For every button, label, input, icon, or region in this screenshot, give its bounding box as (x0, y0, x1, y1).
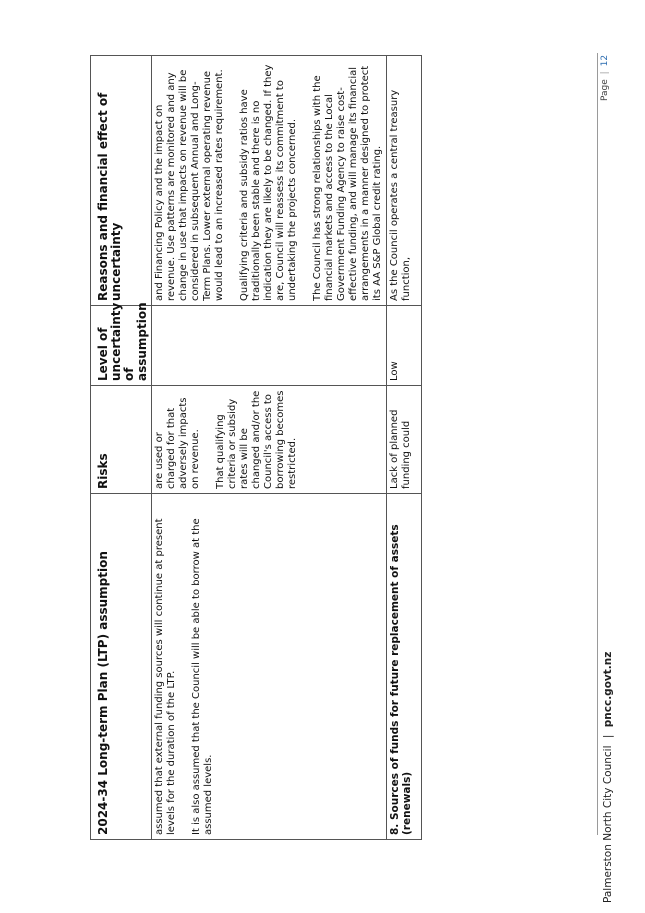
assumption-text: It is also assumed that the Council will be able to borrow at the assumed levels. (191, 518, 214, 835)
header-assumption: 2024-34 Long-term Plan (LTP) assumption (91, 494, 152, 840)
footer (602, 652, 614, 903)
reason-text: and Financing Policy and the impact on revenue. Use patterns are monitored and any change in use that impacts on revenue will be considered in subsequent Annual and Long-Term Plans. Lower external operating revenue would lead to an increased rates requirement. (154, 69, 225, 301)
table-row (152, 56, 387, 840)
cell-assumption: 8. Sources of funds for future replacement of assets (renewals) (387, 494, 422, 840)
cell-level: Low (387, 306, 422, 386)
cell-risks: Lack of planned funding could (387, 386, 422, 494)
risk-text: That qualifying criteria or subsidy rates will be changed and/or the Council's access to borrowing becomes restricted. (215, 390, 298, 489)
header-reasons: Reasons and financial effect of uncertainty (91, 56, 152, 306)
reason-text: Qualifying criteria and subsidy ratios have traditionally been stable and there is no indication they are likely to be changed. If they are, Council will reassess its commitment to undertaking the projects concerned. (239, 64, 298, 301)
cell-assumption (152, 494, 387, 840)
page-number-value: 12 (600, 54, 610, 67)
footer-divider (597, 53, 598, 835)
footer-site-link[interactable]: pncc.govt.nz (602, 651, 614, 728)
reason-text: The Council has strong relationships with the financial markets and access to the Local Government Funding Agency to raise cost-effective funding, and will manage its financial arrangements in a manner designed to protect its AA S&P Global credit rating. (312, 65, 383, 301)
cell-reasons: As the Council operates a central treasury function, (387, 56, 422, 306)
table-row (387, 56, 422, 840)
footer-org: Palmerston North City Council (602, 745, 614, 903)
page-number (600, 55, 610, 101)
header-level: Level of uncertainty of assumption (91, 306, 152, 386)
page-label-text: Page (600, 79, 610, 101)
cell-level (152, 306, 387, 386)
cell-reasons (152, 56, 387, 306)
risk-text: are used or charged for that adversely impacts on revenue. (154, 397, 201, 489)
assumptions-table (90, 55, 422, 840)
header-risks: Risks (91, 386, 152, 494)
table-header-row (91, 56, 152, 840)
cell-risks (152, 386, 387, 494)
page-separator: | (600, 71, 610, 75)
footer-separator: | (602, 734, 614, 739)
assumption-text: assumed that external funding sources will continue at present levels for the duration of the LTP. (154, 518, 177, 835)
